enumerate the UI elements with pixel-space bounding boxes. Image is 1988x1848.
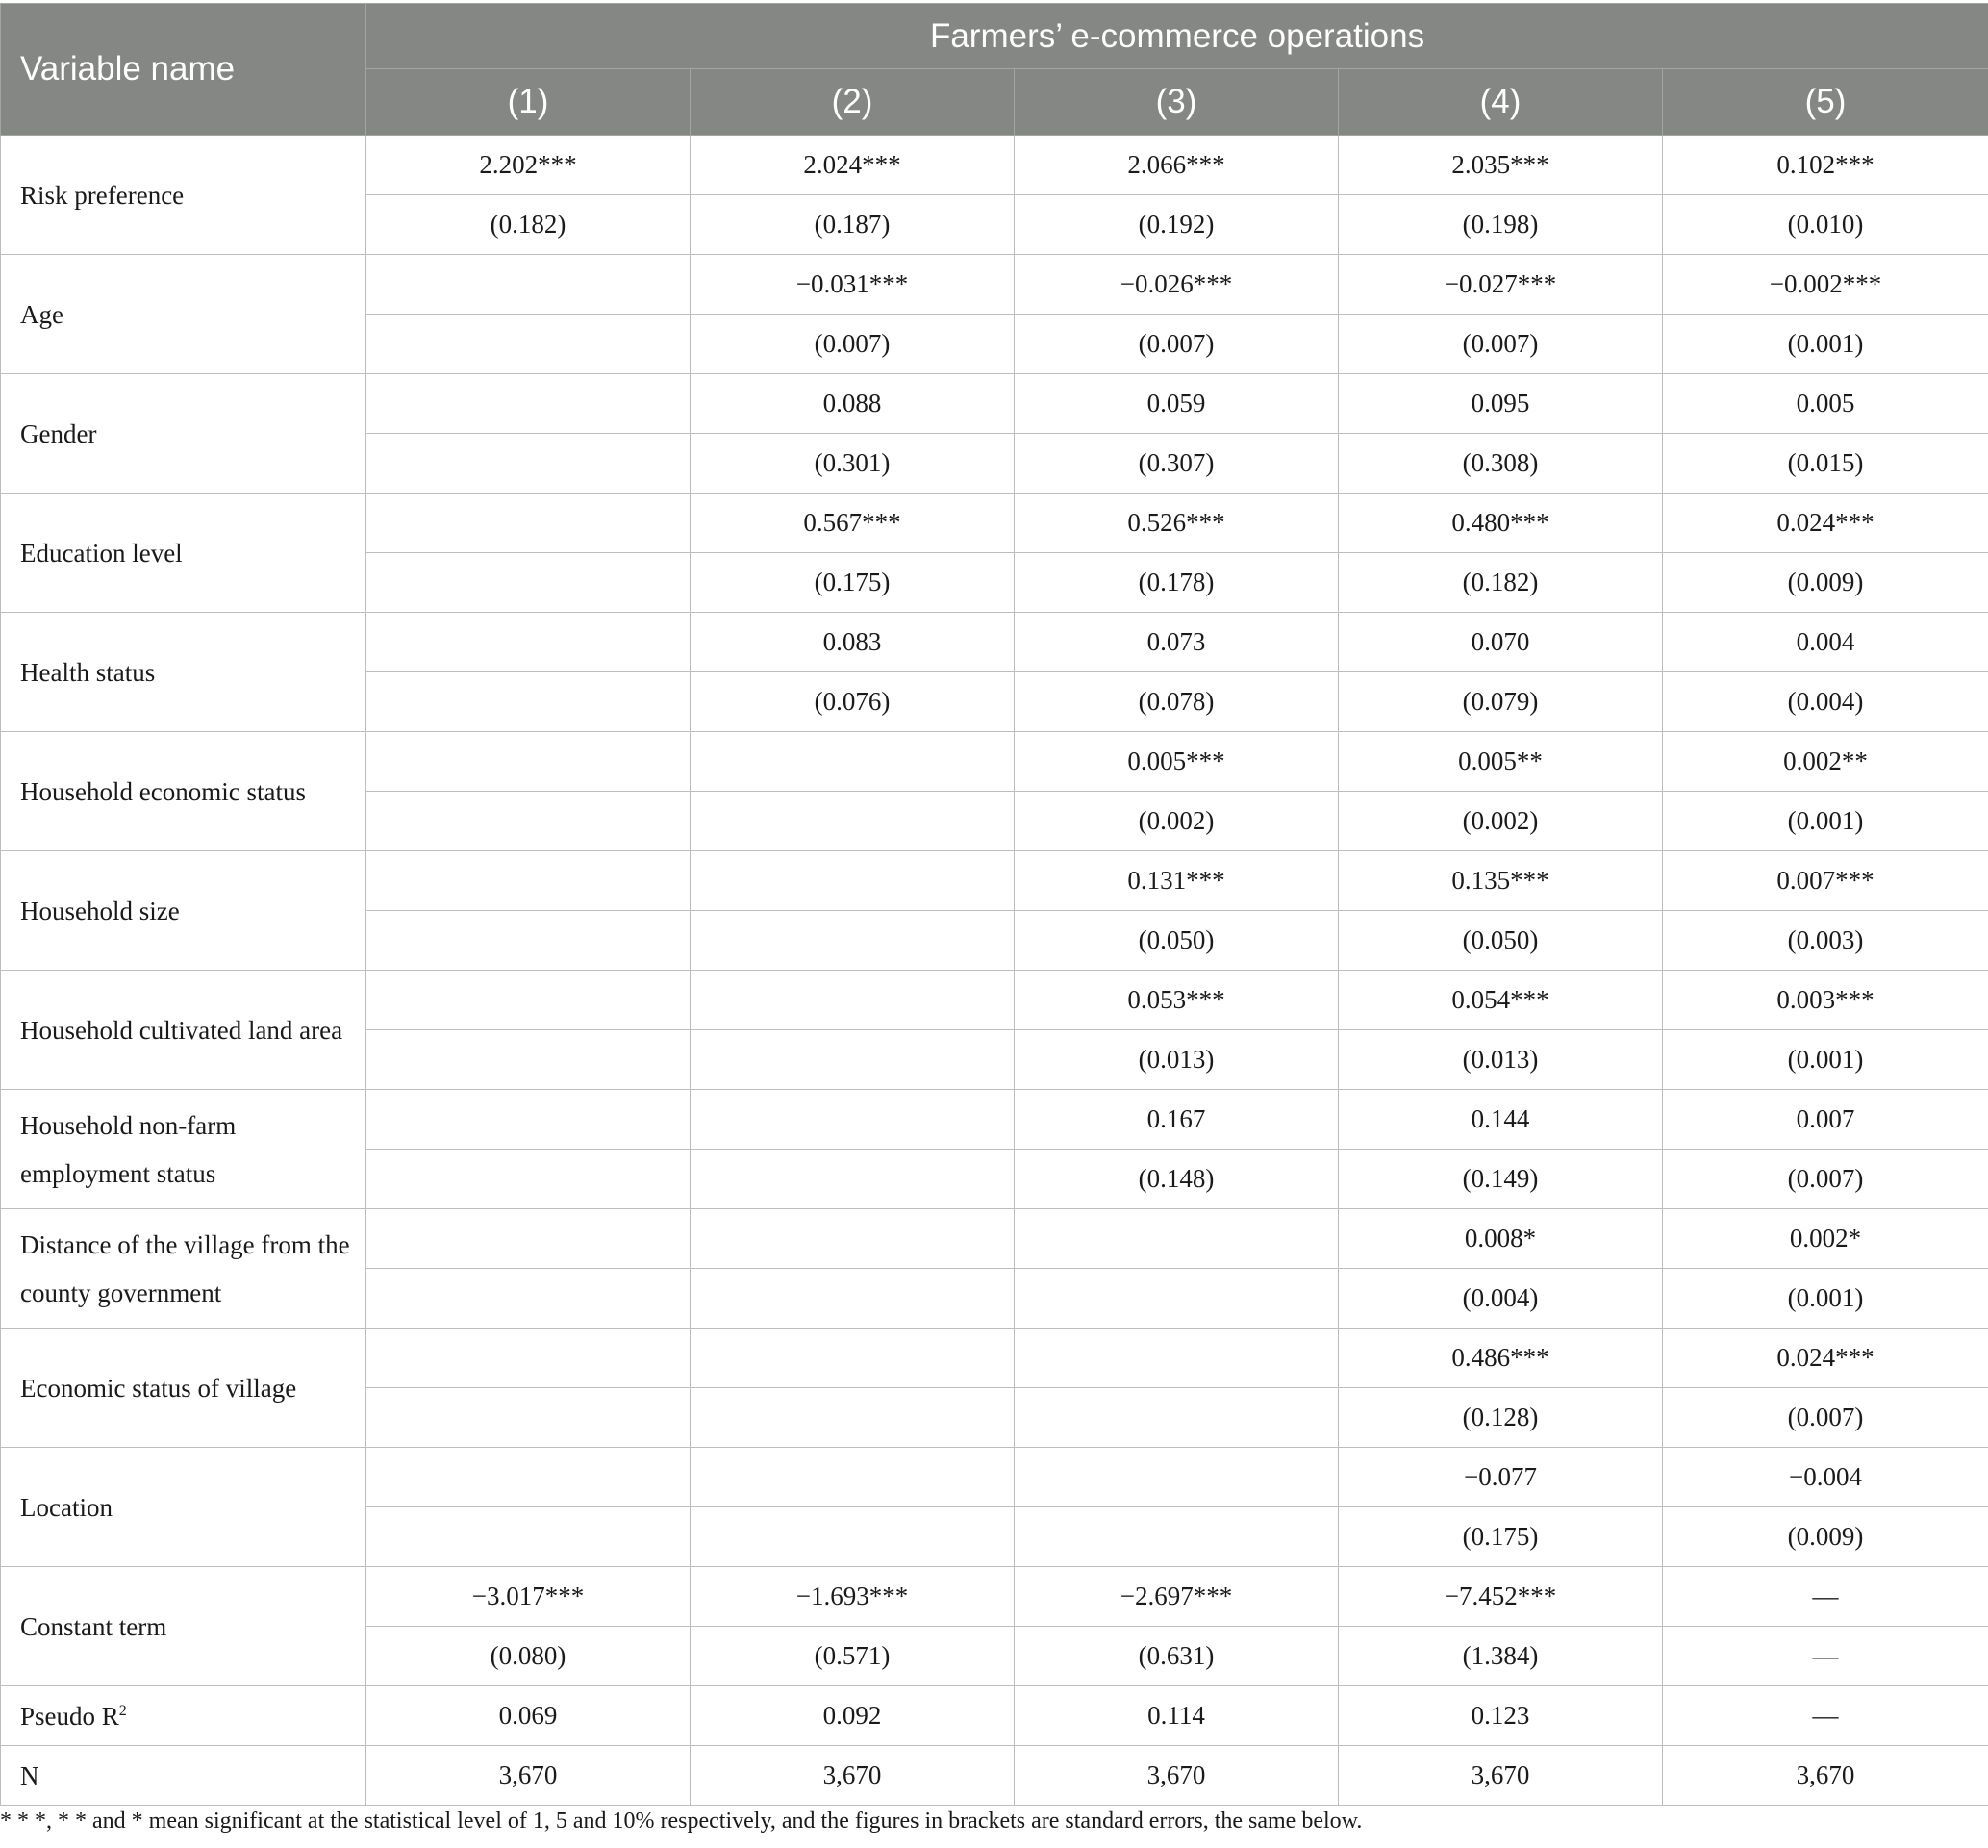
column-header: (2) (691, 69, 1015, 136)
coef-cell (1015, 1448, 1339, 1507)
coef-cell (366, 971, 691, 1030)
se-cell: (0.015) (1663, 434, 1988, 494)
se-cell: (0.175) (691, 553, 1015, 613)
coef-cell (691, 1448, 1015, 1507)
table-row-coef (1, 1567, 1988, 1627)
se-cell: (0.182) (1339, 553, 1663, 613)
coef-cell: 0.073 (1015, 613, 1339, 672)
se-cell: (0.009) (1663, 1507, 1988, 1567)
se-cell: (0.007) (1663, 1388, 1988, 1448)
row-label: Household economic status (1, 732, 366, 851)
coef-cell: 0.070 (1339, 613, 1663, 672)
coef-cell: 0.005 (1663, 374, 1988, 434)
se-cell (1015, 1388, 1339, 1448)
coef-cell (691, 1329, 1015, 1388)
se-cell: (0.007) (1339, 315, 1663, 374)
table-body (1, 136, 1988, 1806)
se-cell: — (1663, 1627, 1988, 1686)
se-cell (366, 1030, 691, 1090)
row-label: Location (1, 1448, 366, 1567)
table-row-coef (1, 732, 1988, 792)
table-row-coef (1, 255, 1988, 315)
coef-cell: 0.002** (1663, 732, 1988, 792)
se-cell (366, 672, 691, 732)
column-header: (3) (1015, 69, 1339, 136)
se-cell (1015, 1269, 1339, 1329)
row-label: Economic status of village (1, 1329, 366, 1448)
se-cell: (0.002) (1015, 792, 1339, 851)
se-cell: (0.076) (691, 672, 1015, 732)
se-cell: (0.149) (1339, 1150, 1663, 1209)
stat-cell: — (1663, 1686, 1988, 1746)
se-cell: (1.384) (1339, 1627, 1663, 1686)
se-cell: (0.175) (1339, 1507, 1663, 1567)
se-cell: (0.631) (1015, 1627, 1339, 1686)
row-label: Distance of the village from the county government (1, 1209, 366, 1329)
se-cell: (0.080) (366, 1627, 691, 1686)
coef-cell: 0.526*** (1015, 494, 1339, 553)
coef-cell: −0.004 (1663, 1448, 1988, 1507)
column-header: (5) (1663, 69, 1988, 136)
table-row-coef (1, 1448, 1988, 1507)
coef-cell: 0.004 (1663, 613, 1988, 672)
se-cell (691, 1269, 1015, 1329)
row-label: Gender (1, 374, 366, 494)
coef-cell (366, 1329, 691, 1388)
se-cell (366, 434, 691, 494)
stat-cell: 0.092 (691, 1686, 1015, 1746)
se-cell: (0.148) (1015, 1150, 1339, 1209)
coef-cell: −2.697*** (1015, 1567, 1339, 1627)
se-cell (366, 1388, 691, 1448)
group-header: Farmers’ e-commerce operations (366, 4, 1988, 69)
se-cell (366, 792, 691, 851)
stat-cell: 3,670 (691, 1746, 1015, 1806)
se-cell (366, 1269, 691, 1329)
coef-cell: 0.008* (1339, 1209, 1663, 1269)
coef-cell (1015, 1329, 1339, 1388)
se-cell (691, 1030, 1015, 1090)
se-cell: (0.009) (1663, 553, 1988, 613)
coef-cell (691, 851, 1015, 911)
se-cell: (0.050) (1015, 911, 1339, 971)
se-cell: (0.007) (691, 315, 1015, 374)
se-cell (366, 553, 691, 613)
coef-cell: 0.005** (1339, 732, 1663, 792)
se-cell: (0.001) (1663, 792, 1988, 851)
se-cell: (0.007) (1663, 1150, 1988, 1209)
coef-cell: −1.693*** (691, 1567, 1015, 1627)
se-cell (366, 1150, 691, 1209)
se-cell: (0.001) (1663, 1269, 1988, 1329)
se-cell: (0.307) (1015, 434, 1339, 494)
coef-cell: 0.024*** (1663, 1329, 1988, 1388)
regression-table (0, 3, 1988, 1806)
coef-cell (366, 1090, 691, 1150)
coef-cell: 0.083 (691, 613, 1015, 672)
coef-cell (691, 732, 1015, 792)
stat-cell: 3,670 (366, 1746, 691, 1806)
coef-cell: 2.024*** (691, 136, 1015, 195)
coef-cell: 0.002* (1663, 1209, 1988, 1269)
coef-cell: 0.054*** (1339, 971, 1663, 1030)
coef-cell (691, 1209, 1015, 1269)
se-cell: (0.004) (1339, 1269, 1663, 1329)
coef-cell: 0.088 (691, 374, 1015, 434)
row-label: Risk preference (1, 136, 366, 255)
se-cell (691, 1150, 1015, 1209)
table-row-coef (1, 971, 1988, 1030)
se-cell (691, 792, 1015, 851)
row-label: Household size (1, 851, 366, 971)
coef-cell: 0.005*** (1015, 732, 1339, 792)
se-cell (691, 911, 1015, 971)
se-cell: (0.571) (691, 1627, 1015, 1686)
coef-cell: 0.059 (1015, 374, 1339, 434)
stat-cell: 3,670 (1339, 1746, 1663, 1806)
stat-cell: 3,670 (1015, 1746, 1339, 1806)
table-row-coef (1, 494, 1988, 553)
coef-cell: −0.027*** (1339, 255, 1663, 315)
coef-cell: 0.144 (1339, 1090, 1663, 1150)
coef-cell: 0.095 (1339, 374, 1663, 434)
column-header: (4) (1339, 69, 1663, 136)
coef-cell: 0.102*** (1663, 136, 1988, 195)
se-cell: (0.013) (1015, 1030, 1339, 1090)
coef-cell (691, 1090, 1015, 1150)
se-cell: (0.001) (1663, 1030, 1988, 1090)
se-cell: (0.182) (366, 195, 691, 255)
coef-cell: 0.024*** (1663, 494, 1988, 553)
se-cell: (0.178) (1015, 553, 1339, 613)
table-row-coef (1, 851, 1988, 911)
row-label (1, 1686, 366, 1746)
coef-cell: 0.480*** (1339, 494, 1663, 553)
table-footnote: * * *, * * and * mean significant at the statistical level of 1, 5 and 10% respectively, and the figures in brackets are standard errors, the same below. (0, 1809, 1363, 1834)
coef-cell: 0.486*** (1339, 1329, 1663, 1388)
table-row-coef (1, 1209, 1988, 1269)
row-label: Education level (1, 494, 366, 613)
table-row-n (1, 1746, 1988, 1806)
table-row-coef (1, 136, 1988, 195)
superscript: 2 (118, 1702, 127, 1719)
pseudo-r2-label: Pseudo R (20, 1701, 119, 1731)
row-label: Age (1, 255, 366, 374)
row-label: Constant term (1, 1567, 366, 1686)
coef-cell: 0.567*** (691, 494, 1015, 553)
table-row-coef (1, 1090, 1988, 1150)
table-row-coef (1, 1329, 1988, 1388)
table-row-coef (1, 374, 1988, 434)
coef-cell (366, 494, 691, 553)
se-cell: (0.010) (1663, 195, 1988, 255)
se-cell: (0.078) (1015, 672, 1339, 732)
se-cell: (0.192) (1015, 195, 1339, 255)
coef-cell (366, 374, 691, 434)
se-cell: (0.007) (1015, 315, 1339, 374)
row-label: Household non-farm employment status (1, 1090, 366, 1209)
coef-cell (366, 1209, 691, 1269)
se-cell: (0.301) (691, 434, 1015, 494)
table-row-coef (1, 613, 1988, 672)
coef-cell: 0.007*** (1663, 851, 1988, 911)
table-row-pseudo-r2 (1, 1686, 1988, 1746)
se-cell: (0.128) (1339, 1388, 1663, 1448)
stat-cell: 3,670 (1663, 1746, 1988, 1806)
variable-name-header: Variable name (1, 4, 366, 136)
se-cell (1015, 1507, 1339, 1567)
se-cell: (0.308) (1339, 434, 1663, 494)
coef-cell (691, 971, 1015, 1030)
coef-cell (366, 851, 691, 911)
coef-cell: −0.026*** (1015, 255, 1339, 315)
coef-cell: 0.167 (1015, 1090, 1339, 1150)
stat-cell: 0.114 (1015, 1686, 1339, 1746)
se-cell (366, 315, 691, 374)
se-cell: (0.013) (1339, 1030, 1663, 1090)
se-cell (691, 1507, 1015, 1567)
coef-cell: 2.035*** (1339, 136, 1663, 195)
coef-cell: −3.017*** (366, 1567, 691, 1627)
se-cell: (0.079) (1339, 672, 1663, 732)
se-cell (691, 1388, 1015, 1448)
coef-cell: 2.066*** (1015, 136, 1339, 195)
coef-cell: 0.007 (1663, 1090, 1988, 1150)
coef-cell: — (1663, 1567, 1988, 1627)
se-cell (366, 911, 691, 971)
se-cell: (0.187) (691, 195, 1015, 255)
coef-cell: 0.135*** (1339, 851, 1663, 911)
row-label: Health status (1, 613, 366, 732)
row-label: N (1, 1746, 366, 1806)
coef-cell: −0.002*** (1663, 255, 1988, 315)
se-cell: (0.004) (1663, 672, 1988, 732)
coef-cell: −0.077 (1339, 1448, 1663, 1507)
stat-cell: 0.123 (1339, 1686, 1663, 1746)
se-cell: (0.002) (1339, 792, 1663, 851)
coef-cell (366, 732, 691, 792)
coef-cell (366, 1448, 691, 1507)
stat-cell: 0.069 (366, 1686, 691, 1746)
coef-cell (1015, 1209, 1339, 1269)
se-cell: (0.001) (1663, 315, 1988, 374)
se-cell (366, 1507, 691, 1567)
coef-cell: 0.003*** (1663, 971, 1988, 1030)
coef-cell (366, 613, 691, 672)
se-cell: (0.003) (1663, 911, 1988, 971)
coef-cell: 0.053*** (1015, 971, 1339, 1030)
coef-cell (366, 255, 691, 315)
column-header: (1) (366, 69, 691, 136)
coef-cell: −7.452*** (1339, 1567, 1663, 1627)
row-label: Household cultivated land area (1, 971, 366, 1090)
se-cell: (0.050) (1339, 911, 1663, 971)
coef-cell: 0.131*** (1015, 851, 1339, 911)
coef-cell: 2.202*** (366, 136, 691, 195)
coef-cell: −0.031*** (691, 255, 1015, 315)
se-cell: (0.198) (1339, 195, 1663, 255)
